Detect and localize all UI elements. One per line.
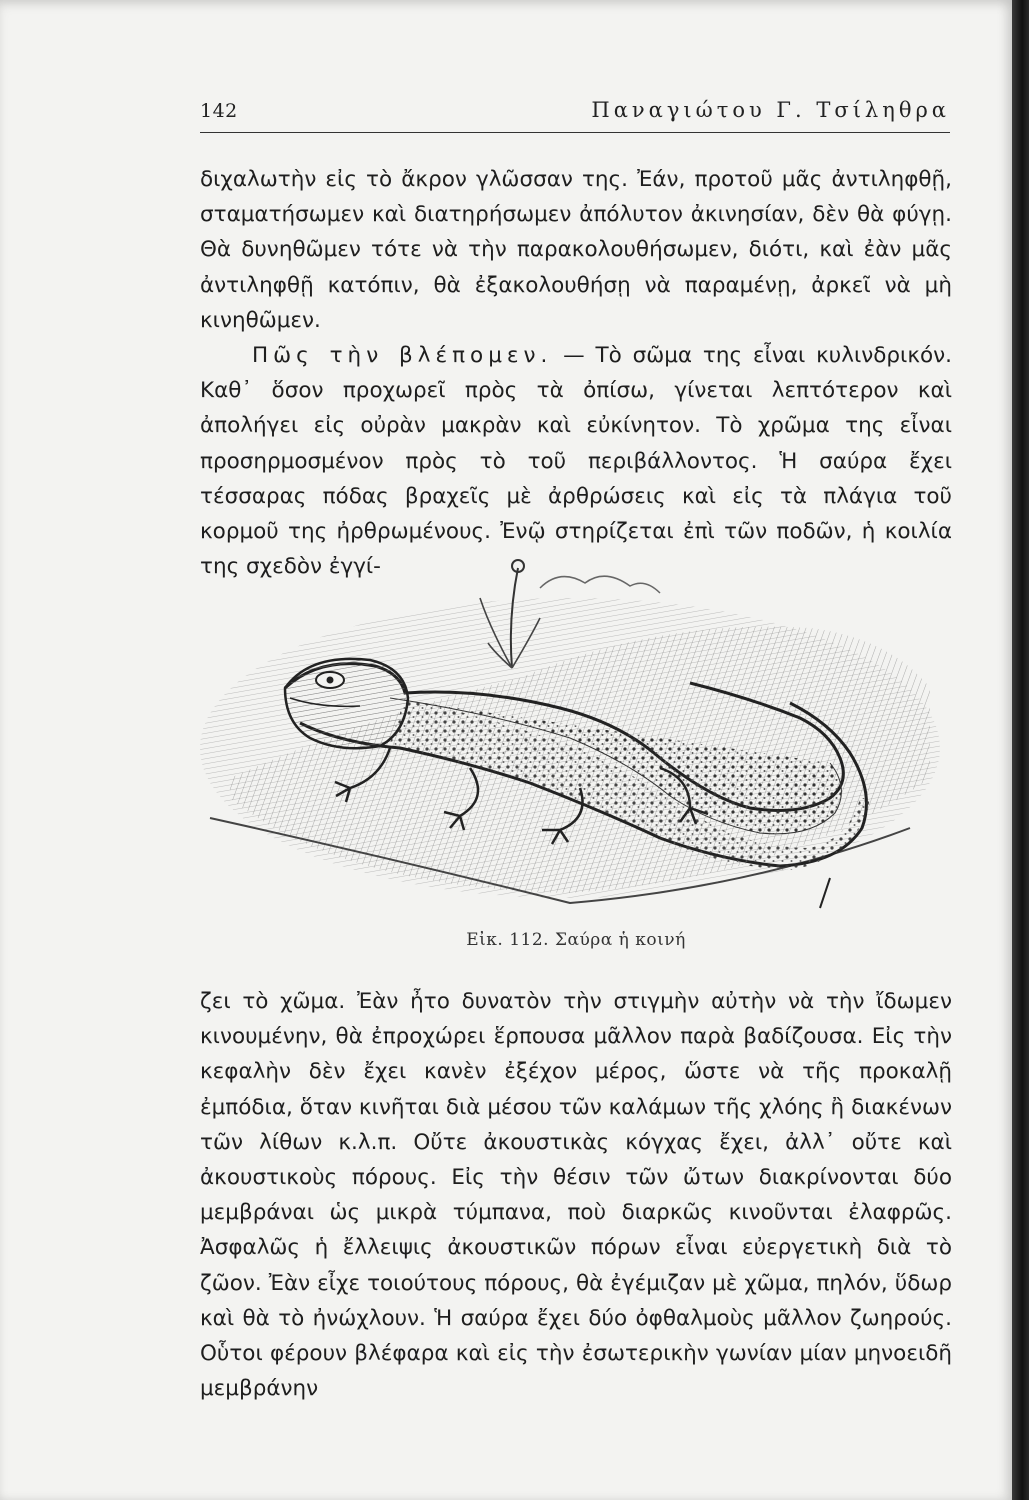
paragraph-3: ζει τὸ χῶμα. Ἐὰν ἦτο δυνατὸν τὴν στιγμὴν αὐτὴν νὰ τὴν ἴδωμεν κινουμένην, θὰ ἐπροχώρει ἕρπουσα μᾶλλον παρὰ βαδίζουσα. Εἰς τὴν κεφαλὴν δὲν ἔχει κανὲν ἐξέχον μέρος, ὥστε νὰ τῆς προκαλῇ ἐμπόδια, ὅταν κινῆται διὰ μέσου τῶν καλάμων τῆς χλόης ἢ διακένων τῶν λίθων κ.λ.π. Οὔτε ἀκουστικὰς κόγχας ἔχει, ἀλλ᾽ οὔτε καὶ ἀκουστικοὺς πόρους. Εἰς τὴν θέσιν τῶν ὤτων διακρίνονται δύο μεμβράναι ὡς μικρὰ τύμπανα, ποὺ διαρκῶς κινοῦνται ἐλαφρῶς. Ἀσφαλῶς ἡ ἔλλειψις ἀκουστικῶν πόρων εἶναι εὐεργετικὴ διὰ τὸ ζῶον. Ἐὰν εἶχε τοιούτους πόρους, θὰ ἐγέμιζαν μὲ χῶμα, πηλόν, ὕδωρ καὶ θὰ τὸ ἠνώχλουν. Ἡ σαύρα ἔχει δύο ὀφθαλμοὺς μᾶλλον ζωηρούς. Οὗτοι φέρουν βλέφαρα καὶ εἰς τὴν ἐσωτερικὴν γωνίαν μίαν μηνοειδῆ μεμβράνην <box>200 989 952 1402</box>
page-number: 142 <box>200 100 238 122</box>
book-edge <box>1012 0 1029 1500</box>
body-text-top <box>200 162 952 584</box>
page-header <box>200 96 950 133</box>
body-text-bottom <box>200 984 952 1406</box>
lizard-engraving-icon <box>190 548 950 918</box>
paragraph-1: διχαλωτὴν εἰς τὸ ἄκρον γλῶσσαν της. Ἐάν, προτοῦ μᾶς ἀντιληφθῇ, σταματήσωμεν καὶ διατηρήσωμεν ἀπόλυτον ἀκινησίαν, δὲν θὰ φύγῃ. Θὰ δυνηθῶμεν τότε νὰ τὴν παρακολουθήσωμεν, διότι, καὶ ἐὰν μᾶς ἀντιληφθῇ κατόπιν, θὰ ἐξακολουθήσῃ νὰ παραμένῃ, ἀρκεῖ νὰ μὴ κινηθῶμεν. <box>200 167 952 333</box>
section-heading: Πῶς τὴν βλέπομεν. <box>252 343 553 369</box>
paragraph-2-body: — Τὸ σῶμα της εἶναι κυλινδρικόν. Καθ᾽ ὅσον προχωρεῖ πρὸς τὰ ὀπίσω, γίνεται λεπτότερον καὶ ἀπολήγει εἰς οὐρὰν μακρὰν καὶ εὐκίνητον. Τὸ χρῶμα της εἶναι προσηρμοσμένον πρὸς τὸ τοῦ περιβάλλοντος. Ἡ σαύρα ἔχει τέσσαρας πόδας βραχεῖς μὲ ἀρθρώσεις καὶ εἰς τὰ πλάγια τοῦ κορμοῦ της ἠρθρωμένους. Ἐνῷ στηρίζεται ἐπὶ τῶν ποδῶν, ἡ κοιλία της σχεδὸν ἐγγί- <box>200 343 952 580</box>
figure-caption: Εἰκ. 112. Σαύρα ἡ κοινή <box>466 930 686 950</box>
running-head: Παναγιώτου Γ. Τσίληθρα <box>591 98 950 122</box>
lizard-illustration <box>190 548 950 918</box>
